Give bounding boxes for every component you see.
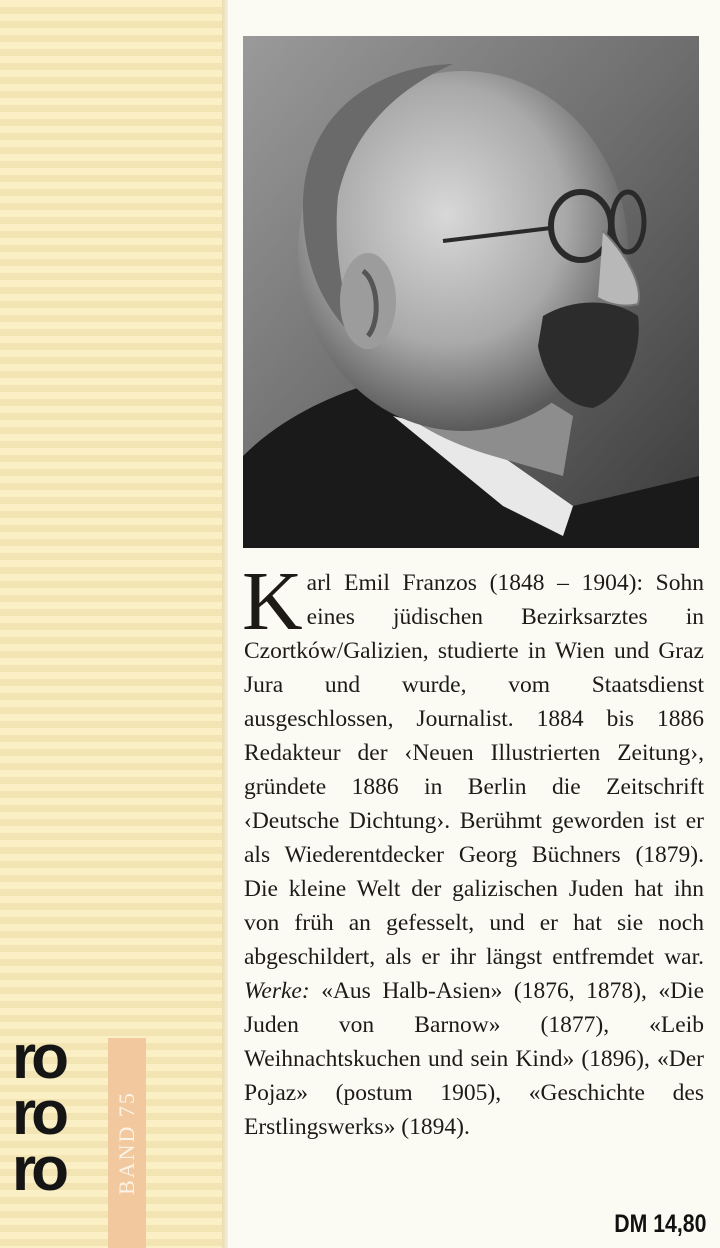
volume-label: BAND 75 [114,1091,139,1195]
works-list: «Aus Halb-Asien» (1876, 1878), «Die Juden von Barnow» (1877), «Leib Weihnachtskuchen und sein Kind» (1896), «Der Pojaz» (postum 1905), «Geschichte des Erstlingswerks» (1894). [244,978,705,1140]
works-label: Werke: [244,978,310,1004]
volume-band [108,1038,146,1248]
logo-line-1: ro [12,1023,64,1092]
price-label: DM 14,80 [613,1210,706,1238]
author-portrait-photo [243,36,699,548]
biography-text: arl Emil Franzos (1848 – 1904): Sohn eines jüdischen Bezirksarztes in Czortków/Galizien, studierte in Wien und Graz Jura und wurde, vom Staatsdienst ausgeschlossen, Journalist. 1884 bis 1886 Redakteur der ‹Neuen Illustrierten Zeitung›, gründete 1886 in Berlin die Zeitschrift ‹Deutsche Dichtung›. Berühmt geworden ist er als Wiederentdecker Georg Büchners (1879). Die kleine Welt der galizischen Juden hat ihn von früh an gefesselt, und er hat sie noch abgeschildert, als er ihr längst entfremdet war. [244,570,704,970]
logo-line-2: ro [12,1079,64,1148]
dropcap-letter: K [242,555,303,648]
portrait-illustration [243,36,699,548]
author-biography [242,555,705,1144]
logo-line-3: ro [12,1135,64,1204]
rororo-logo [0,1023,104,1240]
